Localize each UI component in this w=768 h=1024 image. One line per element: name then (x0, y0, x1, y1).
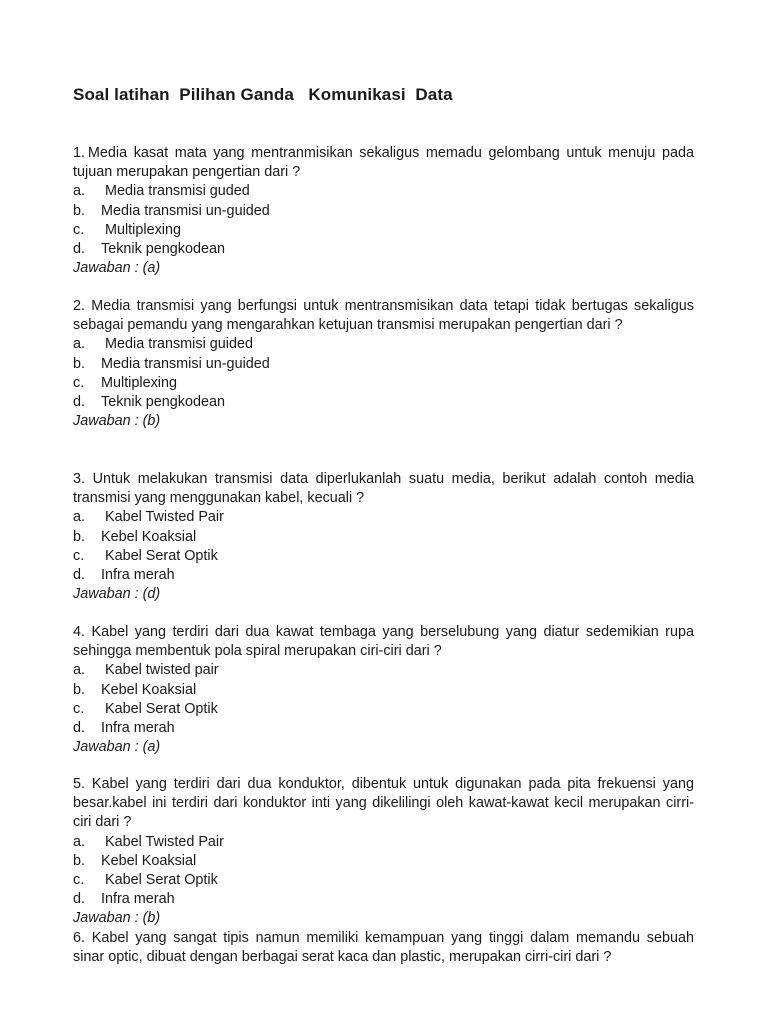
option-text: Kebel Koaksial (101, 528, 197, 545)
option-letter: d. (73, 567, 86, 584)
option-text: Infra merah (101, 720, 175, 737)
option-text: Kabel Serat Optik (101, 872, 218, 889)
document-title: Soal latihan Pilihan Ganda Komunikasi Data (73, 85, 453, 104)
option-d (73, 719, 694, 738)
answer-key: Jawaban : (a) (73, 260, 161, 277)
option-b (73, 202, 694, 221)
option-letter: c. (73, 221, 85, 238)
option-letter: a. (73, 183, 86, 200)
question-text: 4. Kabel yang terdiri dari dua kawat tembaga yang berselubung yang diatur sedemikian rupa sehingga membentuk pola spiral merupakan ciri-ciri dari ? (73, 624, 694, 660)
option-text: Kabel Serat Optik (101, 700, 218, 717)
option-letter: b. (73, 852, 86, 869)
question-block (73, 929, 694, 967)
option-letter: d. (73, 891, 86, 908)
option-letter: d. (73, 394, 86, 411)
option-text: Teknik pengkodean (101, 394, 226, 411)
option-d (73, 566, 694, 585)
option-a (73, 833, 694, 852)
option-text: Teknik pengkodean (101, 241, 226, 258)
option-letter: c. (73, 547, 85, 564)
option-c (73, 871, 694, 890)
option-text: Media transmisi guded (101, 183, 250, 200)
option-letter: a. (73, 662, 86, 679)
option-letter: b. (73, 355, 86, 372)
question-block (73, 297, 694, 431)
option-text: Media transmisi guided (101, 336, 253, 353)
option-b (73, 528, 694, 547)
option-d (73, 240, 694, 259)
option-c (73, 374, 694, 393)
question-text: 2. Media transmisi yang berfungsi untuk mentransmisikan data tetapi tidak bertugas sekaligus sebagai pemandu yang mengarahkan ketujuan transmisi merupakan pengertian dari ? (73, 298, 694, 334)
option-letter: c. (73, 700, 85, 717)
option-b (73, 681, 694, 700)
option-text: Media transmisi un-guided (101, 202, 270, 219)
question-text: 1. Media kasat mata yang mentranmisikan sekaligus memadu gelombang untuk menuju pada tujuan merupakan pengertian dari ? (73, 145, 694, 181)
answer-key: Jawaban : (d) (73, 586, 161, 603)
option-letter: a. (73, 833, 86, 850)
question-block (73, 144, 694, 278)
answer-key: Jawaban : (b) (73, 413, 161, 430)
option-letter: b. (73, 202, 86, 219)
option-text: Kabel twisted pair (101, 662, 219, 679)
option-letter: c. (73, 872, 85, 889)
answer-key: Jawaban : (a) (73, 739, 161, 756)
option-letter: b. (73, 681, 86, 698)
option-c (73, 700, 694, 719)
option-a (73, 335, 694, 354)
option-letter: a. (73, 509, 86, 526)
option-text: Kabel Twisted Pair (101, 509, 224, 526)
question-block (73, 470, 694, 604)
option-text: Kabel Twisted Pair (101, 833, 224, 850)
option-text: Kabel Serat Optik (101, 547, 218, 564)
option-text: Infra merah (101, 567, 175, 584)
option-text: Kebel Koaksial (101, 681, 197, 698)
question-text: 5. Kabel yang terdiri dari dua konduktor, dibentuk untuk digunakan pada pita frekuensi yang besar.kabel ini terdiri dari konduktor inti yang dikelilingi oleh kawat-kawat kecil merupakan cirri-ciri dari ? (73, 776, 694, 831)
question-block (73, 623, 694, 757)
option-letter: d. (73, 241, 86, 258)
question-text: 3. Untuk melakukan transmisi data diperlukanlah suatu media, berikut adalah contoh media transmisi yang menggunakan kabel, kecuali ? (73, 471, 694, 507)
option-d (73, 890, 694, 909)
answer-key: Jawaban : (b) (73, 910, 161, 927)
option-a (73, 182, 694, 201)
option-a (73, 508, 694, 527)
option-letter: a. (73, 336, 86, 353)
option-letter: b. (73, 528, 86, 545)
option-c (73, 547, 694, 566)
question-block (73, 775, 694, 929)
option-letter: d. (73, 720, 86, 737)
option-text: Media transmisi un-guided (101, 355, 270, 372)
option-text: Multiplexing (101, 374, 177, 391)
option-c (73, 221, 694, 240)
option-a (73, 661, 694, 680)
option-b (73, 852, 694, 871)
question-text: 6. Kabel yang sangat tipis namun memiliki kemampuan yang tinggi dalam memandu sebuah sinar optic, dibuat dengan berbagai serat kaca dan plastic, merupakan cirri-ciri dari ? (73, 930, 694, 966)
option-text: Kebel Koaksial (101, 852, 197, 869)
option-text: Infra merah (101, 891, 175, 908)
option-text: Multiplexing (101, 221, 181, 238)
option-d (73, 393, 694, 412)
option-letter: c. (73, 374, 85, 391)
option-b (73, 355, 694, 374)
